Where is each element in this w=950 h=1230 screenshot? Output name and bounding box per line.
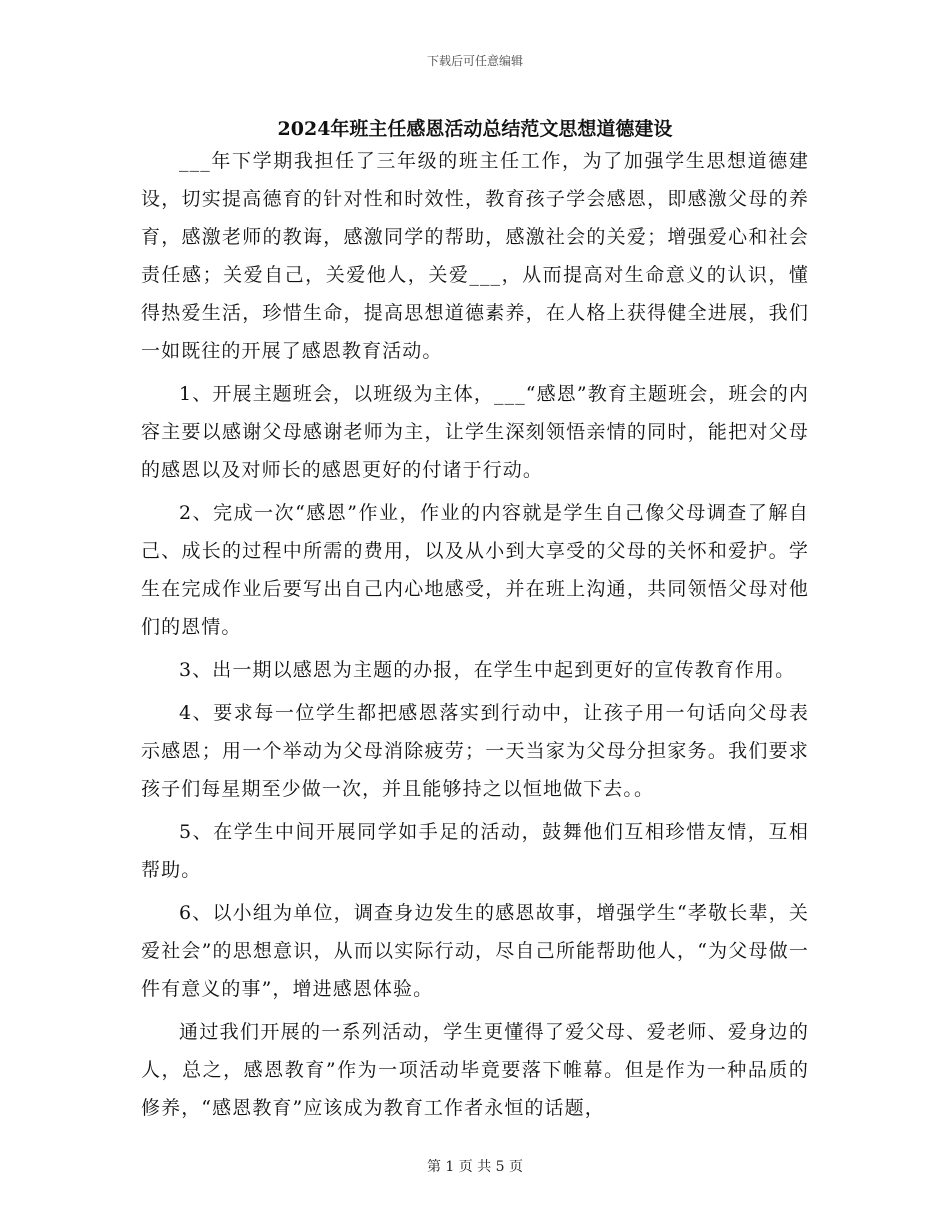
paragraph-item-2: 2、完成一次“感恩”作业，作业的内容就是学生自己像父母调查了解自己、成长的过程中所需的费用，以及从小到大享受的父母的关怀和爱护。学生在完成作业后要写出自己内心地感受，并在班上沟通，共同领悟父母对他们的恩情。 bbox=[141, 502, 809, 638]
paragraph-conclusion: 通过我们开展的一系列活动，学生更懂得了爱父母、爱老师、爱身边的人，总之，感恩教育”作为一项活动毕竟要落下帷幕。但是作为一种品质的修养，“感恩教育”应该成为教育工作者永恒的话题， bbox=[141, 1021, 809, 1119]
document-body bbox=[141, 142, 809, 1132]
paragraph-item-6: 6、以小组为单位，调查身边发生的感恩故事，增强学生“孝敬长辈，关爱社会”的思想意识，从而以实际行动，尽自己所能帮助他人，“为父母做一件有意义的事”，增进感恩体验。 bbox=[141, 902, 809, 1000]
document-title: 2024年班主任感恩活动总结范文思想道德建设 bbox=[277, 118, 673, 140]
paragraph-item-5: 5、在学生中间开展同学如手足的活动，鼓舞他们互相珍惜友情，互相帮助。 bbox=[141, 821, 809, 881]
paragraph-intro: ___年下学期我担任了三年级的班主任工作，为了加强学生思想道德建设，切实提高德育的针对性和时效性，教育孩子学会感恩，即感激父母的养育，感激老师的教诲，感激同学的帮助，感激社会的关爱；增强爱心和社会责任感；关爱自己，关爱他人，关爱___，从而提高对生命意义的认识，懂得热爱生活，珍惜生命，提高思想道德素养，在人格上获得健全进展，我们一如既往的开展了感恩教育活动。 bbox=[141, 150, 809, 362]
page-number: 第 1 页 共 5 页 bbox=[426, 1159, 524, 1175]
paragraph-item-1: 1、开展主题班会，以班级为主体，___“感恩”教育主题班会，班会的内容主要以感谢父母感谢老师为主，让学生深刻领悟亲情的同时，能把对父母的感恩以及对师长的感恩更好的付诸于行动。 bbox=[141, 383, 809, 481]
paragraph-item-3: 3、出一期以感恩为主题的办报，在学生中起到更好的宣传教育作用。 bbox=[179, 659, 796, 681]
paragraph-item-4: 4、要求每一位学生都把感恩落实到行动中，让孩子用一句话向父母表示感恩；用一个举动为父母消除疲劳；一天当家为父母分担家务。我们要求孩子们每星期至少做一次，并且能够持之以恒地做下去。。 bbox=[141, 702, 809, 800]
header-note: 下载后可任意编辑 bbox=[426, 54, 523, 68]
